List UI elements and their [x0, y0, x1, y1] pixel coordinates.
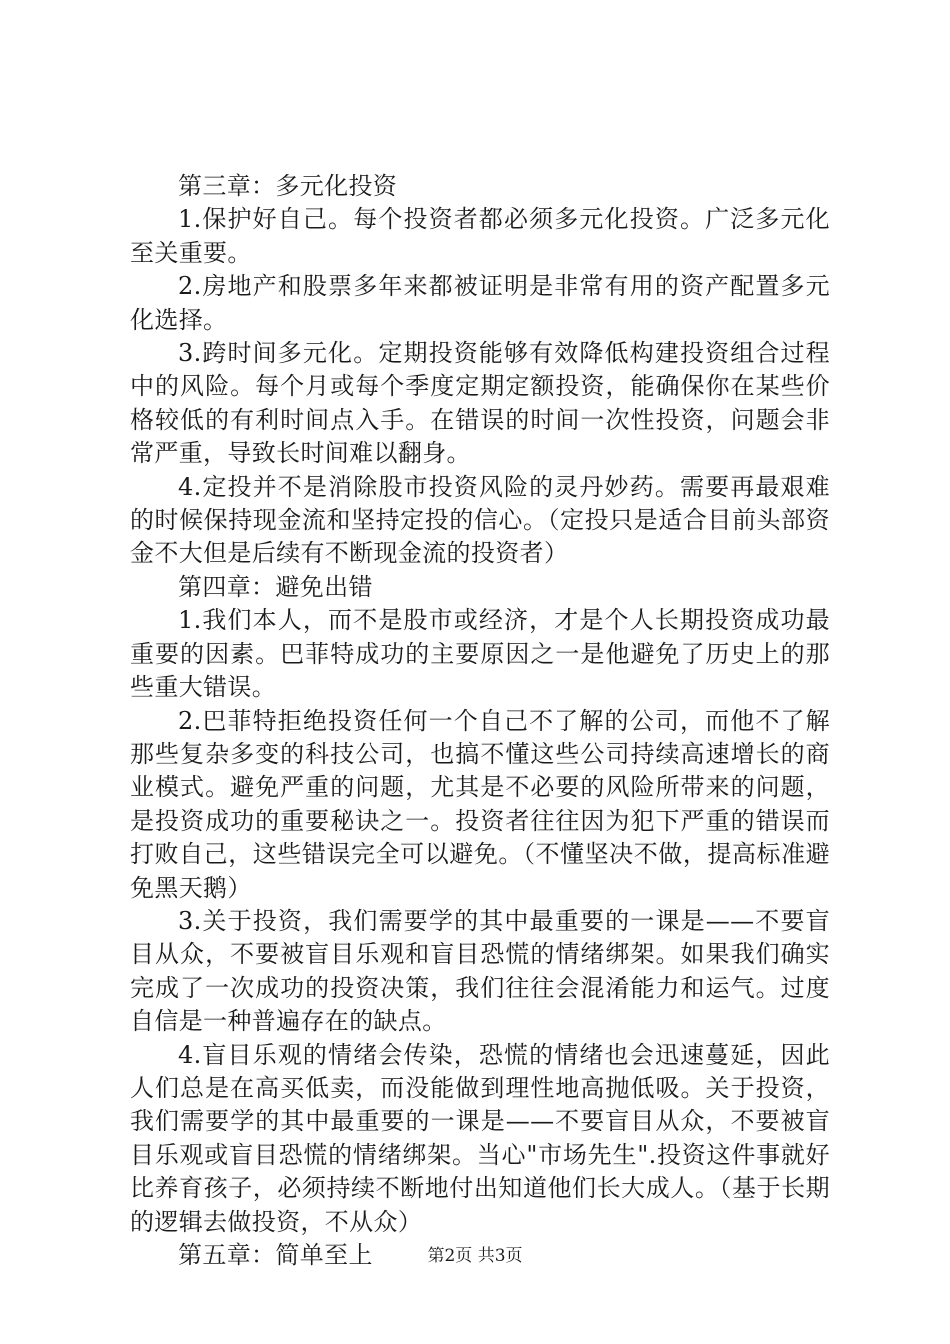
paragraph: 3.跨时间多元化。定期投资能够有效降低构建投资组合过程中的风险。每个月或每个季度定期定额投资，能确保你在某些价格较低的有利时间点入手。在错误的时间一次性投资，问题会非常严重，导致长时间难以翻身。 — [130, 339, 830, 468]
chapter-heading: 第三章：多元化投资 — [178, 172, 398, 200]
paragraph: 2.巴菲特拒绝投资任何一个自己不了解的公司，而他不了解那些复杂多变的科技公司，也搞不懂这些公司持续高速增长的商业模式。避免严重的问题，尤其是不必要的风险所带来的问题，是投资成功的重要秘诀之一。投资者往往因为犯下严重的错误而打败自己，这些错误完全可以避免。（不懂坚决不做，提高标准避免黑天鹅） — [130, 706, 830, 902]
paragraph: 1.保护好自己。每个投资者都必须多元化投资。广泛多元化至关重要。 — [130, 205, 830, 267]
paragraph: 2.房地产和股票多年来都被证明是非常有用的资产配置多元化选择。 — [130, 272, 830, 334]
chapter-heading: 第四章：避免出错 — [178, 572, 373, 601]
chapter-heading: 第五章：简单至上 — [178, 1241, 373, 1269]
paragraph: 3.关于投资，我们需要学的其中最重要的一课是——不要盲目从众，不要被盲目乐观和盲目恐慌的情绪绑架。如果我们确实完成了一次成功的投资决策，我们往往会混淆能力和运气。过度自信是一种普遍存在的缺点。 — [130, 906, 830, 1036]
document-body — [130, 170, 830, 1272]
paragraph: 4.盲目乐观的情绪会传染，恐慌的情绪也会迅速蔓延，因此人们总是在高买低卖，而没能做到理性地高抛低吸。关于投资，我们需要学的其中最重要的一课是——不要盲目从众，不要被盲目乐观或盲目恐慌的情绪绑架。当心"市场先生".投资这件事就好比养育孩子，必须持续不断地付出知道他们长大成人。（基于长期的逻辑去做投资，不从众） — [130, 1040, 830, 1236]
paragraph: 1.我们本人，而不是股市或经济，才是个人长期投资成功最重要的因素。巴菲特成功的主要原因之一是他避免了历史上的那些重大错误。 — [130, 606, 830, 702]
paragraph: 4.定投并不是消除股市投资风险的灵丹妙药。需要再最艰难的时候保持现金流和坚持定投的信心。（定投只是适合目前头部资金不大但是后续有不断现金流的投资者） — [130, 472, 830, 568]
page-footer: 第2页 共3页 — [427, 1246, 523, 1266]
